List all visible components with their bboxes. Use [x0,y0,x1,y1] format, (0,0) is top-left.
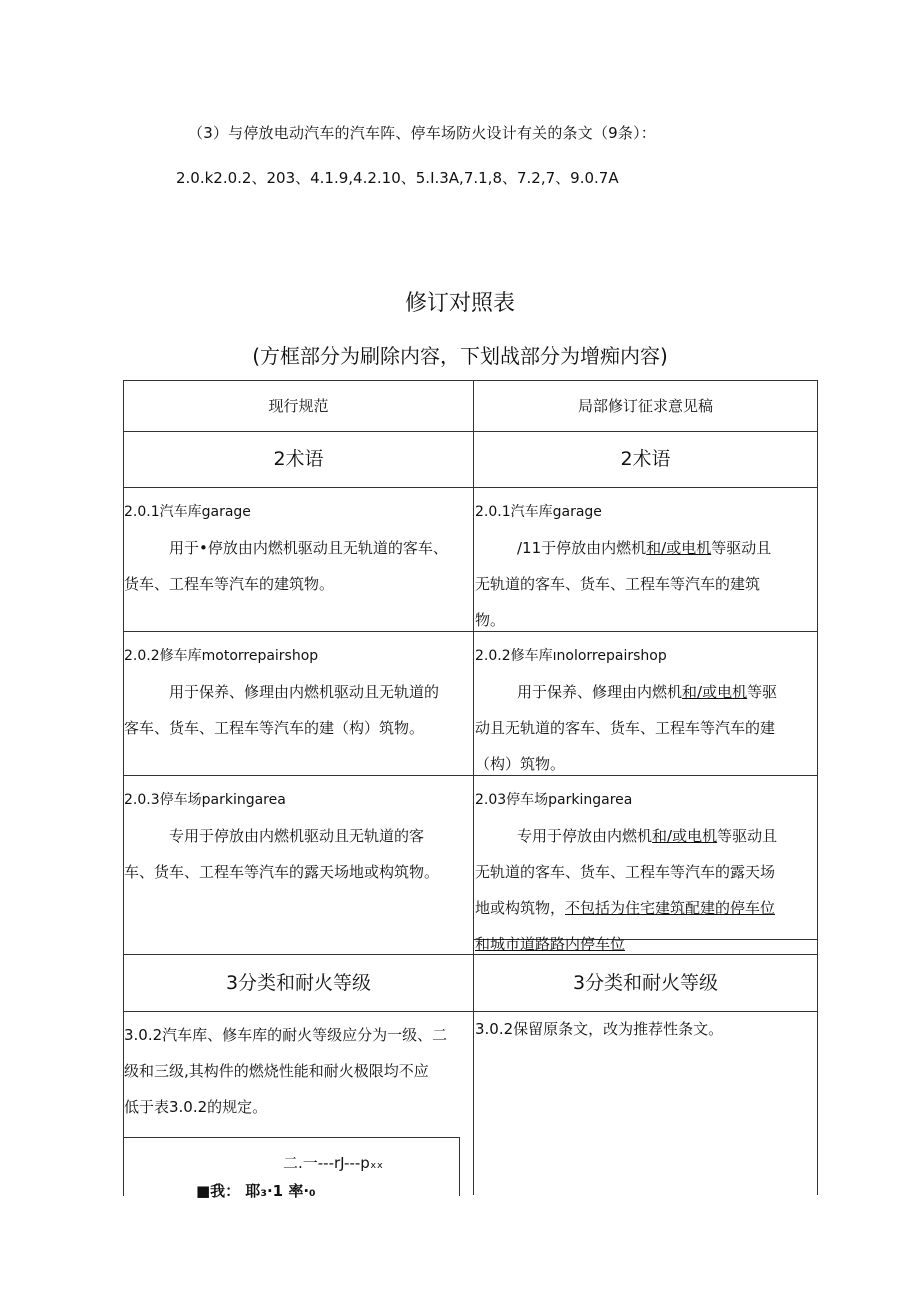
clause-202-right-head: 2.0.2修车库ınolorrepairshop [475,648,667,664]
clause-302-left-line2: 级和三级,其构件的燃烧性能和耐火极限均不应 [124,1062,429,1080]
page-title: 修订对照表 [404,291,515,316]
original-text: 等驱动且 [717,827,778,845]
column-header-revised: 局部修订征求意见稿 [577,397,713,415]
row-divider [123,487,818,488]
table-border-right [817,380,818,1195]
clause-201-left-line2: 货车、工程车等汽车的建筑物。 [124,575,335,593]
row-divider [123,775,818,776]
clause-203-left-head: 2.0.3停车场parkingarea [124,792,286,808]
clause-302-left-line3: 低于表3.0.2的规定。 [124,1098,268,1116]
original-text: /11于停放由内燃机 [517,539,647,557]
clause-203-right-line1 [517,818,777,854]
clause-201-right-line3: 物。 [475,611,506,629]
clause-201-left-head: 2.0.1汽车库garage [124,504,251,520]
added-text: 不包括为住宅建筑配建的停车位 [565,899,776,917]
nested-table-caption: 二.一---rJ---pₓₓ [283,1154,384,1172]
original-text: 等驱 [747,683,778,701]
row-divider [123,631,818,632]
clause-201-right-line2: 无轨道的客车、货车、工程车等汽车的建筑 [475,575,761,593]
table-border-top [123,380,818,381]
nested-table-header: ■我： 耶₃·1 率·₀ [196,1182,316,1200]
clause-202-left-line2: 客车、货车、工程车等汽车的建（构）筑物。 [124,719,425,737]
clause-203-left-line2: 车、货车、工程车等汽车的露天场地或构筑物。 [124,863,440,881]
original-text: 专用于停放由内燃机 [517,827,653,845]
clause-203-right-line4: 和城市道路路内停车位 [475,935,626,953]
clause-202-right-line3: （构）筑物。 [475,755,566,773]
section-heading-left: 3分类和耐火等级 [225,972,372,994]
row-divider [123,431,818,432]
added-text: 和/或电机 [646,539,712,557]
added-text: 和/或电机 [682,683,748,701]
original-text: 用于保养、修理由内燃机 [517,683,683,701]
original-text: 等驱动且 [711,539,772,557]
added-text: 和/或电机 [652,827,718,845]
intro-clause-list: 2.0.k2.0.2、203、4.1.9,4.2.10、5.I.3A,7.1,8、7.2,7、9.0.7A [176,169,619,187]
clause-302-left-line1: 3.0.2汽车库、修车库的耐火等级应分为一级、二 [124,1026,448,1044]
column-header-current: 现行规范 [268,397,329,415]
clause-202-right-line2: 动且无轨道的客车、货车、工程车等汽车的建 [475,719,776,737]
clause-201-right-head: 2.0.1汽车库garage [475,504,602,520]
section-heading-right: 3分类和耐火等级 [572,972,719,994]
clause-202-left-line1: 用于保养、修理由内燃机驱动且无轨道的 [169,683,440,701]
table-divider-middle [473,380,474,1195]
row-divider [123,954,818,955]
clause-202-left-head: 2.0.2修车库motorrepairshop [124,648,319,664]
original-text: 地或构筑物， [475,899,566,917]
clause-201-right-line1 [517,530,771,566]
section-heading-left: 2术语 [273,448,324,470]
clause-203-right-clipped [475,926,817,953]
clause-203-right-head: 2.03停车场parkingarea [475,792,633,808]
clause-203-right-line3 [475,890,775,926]
clause-202-right-line1 [517,674,777,710]
clause-302-right-line1: 3.0.2保留原条文，改为推荐性条文。 [475,1020,724,1038]
intro-clause-heading: （3）与停放电动汽车的汽车阵、停车场防火设计有关的条文（9条）： [188,124,656,142]
clause-203-right-line2: 无轨道的客车、货车、工程车等汽车的露天场 [475,863,776,881]
clause-201-left-line1: 用于•停放由内燃机驱动且无轨道的客车、 [169,539,448,557]
section-heading-right: 2术语 [620,448,671,470]
page-subtitle: (方框部分为刷除内容，下划战部分为增痴内容) [252,344,668,368]
clause-203-left-line1: 专用于停放由内燃机驱动且无轨道的客 [169,827,425,845]
